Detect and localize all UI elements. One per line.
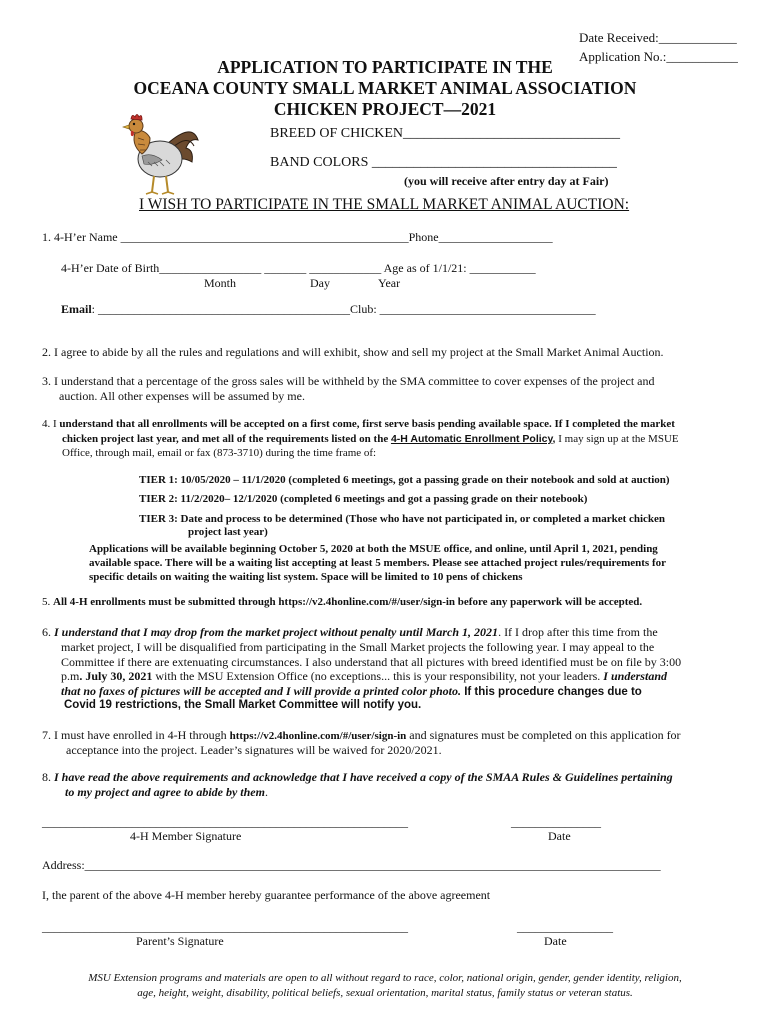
item-4-line-3: Office, through mail, email or fax (873-3710) during the time frame of: bbox=[62, 447, 377, 459]
item-6-line-3: Committee if there are extenuating circumstances. I also understand that all pictures with breed identified must be on file by 3:00 bbox=[61, 655, 682, 669]
item-3-line-1: 3. I understand that a percentage of the gross sales will be withheld by the SMA committee to cover expenses of the project and bbox=[42, 374, 655, 388]
tier-3-line-1: TIER 3: Date and process to be determined (Those who have not participated in, or completed a market chicken bbox=[139, 513, 666, 525]
item-4-rest: I may sign up at the MSUE bbox=[558, 433, 679, 445]
footer-disclaimer-line-1: MSU Extension programs and materials are open to all without regard to race, color, national origin, gender, gender identity, religion, bbox=[88, 972, 682, 984]
date-received-field[interactable]: Date Received:____________ bbox=[579, 30, 737, 45]
item-7-line-2: acceptance into the project. Leader’s signatures will be waived for 2020/2021. bbox=[66, 743, 442, 757]
availability-line-3: specific details on waiting the waiting list system. Space will be limited to 10 pens of chickens bbox=[89, 571, 523, 583]
auction-heading: I WISH TO PARTICIPATE IN THE SMALL MARKET ANIMAL AUCTION: bbox=[139, 196, 630, 213]
item-6-pm: p.m bbox=[61, 669, 80, 683]
item-3-line-2: auction. All other expenses will be assumed by me. bbox=[59, 389, 305, 403]
item-5-number: 5. bbox=[42, 596, 51, 608]
parent-date-field[interactable]: ________________ bbox=[517, 920, 613, 934]
parent-date-label: Date bbox=[544, 934, 567, 948]
item-4-line-1 bbox=[42, 418, 675, 430]
item-6-line-4 bbox=[61, 669, 667, 684]
availability-line-2: available space. There will be a waiting list accepting at least 5 members. Please see attached project rules/requirements for bbox=[89, 557, 666, 569]
automatic-enrollment-policy-link[interactable]: 4-H Automatic Enrollment Policy, bbox=[390, 433, 556, 445]
item-4-number: 4. I bbox=[42, 418, 57, 430]
item-8-number: 8. bbox=[42, 770, 51, 784]
member-name-phone-line[interactable]: 1. 4-H’er Name ________________________________________________Phone___________________ bbox=[42, 230, 553, 244]
item-6-no-faxes: that no faxes of pictures will be accepted and I will provide a printed color photo. bbox=[61, 684, 461, 698]
item-2: 2. I agree to abide by all the rules and regulations and will exhibit, show and sell my project at the Small Market Animal Auction. bbox=[42, 345, 664, 359]
item-6-covid-note: If this procedure changes due to bbox=[461, 686, 642, 698]
member-date-field[interactable]: _______________ bbox=[511, 815, 601, 829]
item-6-line-2: market project, I will be disqualified from participating in the Small Market projects the following year. I may appeal to the bbox=[61, 640, 655, 654]
item-6-line-5 bbox=[61, 684, 642, 699]
item-6-understand: I understand bbox=[603, 669, 667, 683]
item-6-number: 6. bbox=[42, 625, 51, 639]
item-6-line-1-rest: . If I drop after this time from the bbox=[498, 625, 658, 639]
4honline-link[interactable]: https://v2.4honline.com/#/user/sign-in bbox=[229, 730, 407, 742]
item-5-text: All 4-H enrollments must be submitted through https://v2.4honline.com/#/user/sign-in before any paperwork will be accepted. bbox=[53, 596, 643, 608]
tier-2: TIER 2: 11/2/2020– 12/1/2020 (completed 6 meetings and got a passing grade on their notebook) bbox=[139, 493, 588, 505]
application-no-field[interactable]: Application No.:___________ bbox=[579, 49, 738, 64]
title-line-3: CHICKEN PROJECT—2021 bbox=[273, 99, 497, 119]
email-club-line[interactable] bbox=[61, 302, 596, 317]
member-date-label: Date bbox=[548, 829, 571, 843]
item-7-rest: signatures must be completed on this application for bbox=[426, 728, 681, 742]
rooster-icon bbox=[112, 104, 202, 200]
parent-signature-field[interactable]: _____________________________________________________________ bbox=[42, 920, 408, 934]
parent-signature-label: Parent’s Signature bbox=[136, 934, 224, 948]
availability-line-1: Applications will be available beginning October 5, 2020 at both the MSUE office, and online, until April 1, 2021, pending bbox=[89, 543, 658, 555]
title-line-1: APPLICATION TO PARTICIPATE IN THE bbox=[217, 57, 553, 77]
item-8-period: . bbox=[264, 785, 268, 799]
tier-1: TIER 1: 10/05/2020 – 11/1/2020 (completed 6 meetings, got a passing grade on their notebook and sold at auction) bbox=[139, 474, 670, 486]
breed-of-chicken-field[interactable]: BREED OF CHICKEN_______________________________ bbox=[270, 126, 621, 141]
email-label: Email bbox=[61, 302, 92, 316]
item-8-text-2: to my project and agree to abide by them bbox=[65, 785, 265, 799]
email-club-blanks: : __________________________________________Club: ____________________________________ bbox=[91, 302, 596, 316]
title-line-2: OCEANA COUNTY SMALL MARKET ANIMAL ASSOCIATION bbox=[133, 78, 637, 98]
month-label: Month bbox=[204, 276, 237, 290]
year-label: Year bbox=[378, 276, 401, 290]
item-6-line-1 bbox=[42, 625, 658, 640]
item-4-line-2 bbox=[62, 433, 679, 445]
item-7-line-1 bbox=[42, 728, 681, 743]
item-8-line-2 bbox=[65, 785, 268, 800]
band-colors-field[interactable]: BAND COLORS ___________________________________ bbox=[270, 155, 617, 170]
day-label: Day bbox=[310, 276, 330, 290]
item-8-line-1 bbox=[42, 770, 673, 785]
item-7-and: and bbox=[406, 728, 427, 742]
tier-3-line-2: project last year) bbox=[188, 526, 268, 538]
item-4-bold-text: understand that all enrollments will be accepted on a first come, first serve basis pending available space. If I completed the market bbox=[59, 418, 675, 430]
member-signature-field[interactable]: _____________________________________________________________ bbox=[42, 815, 408, 829]
parent-guarantee-text: I, the parent of the above 4-H member hereby guarantee performance of the above agreement bbox=[42, 888, 491, 902]
footer-disclaimer-line-2: age, height, weight, disability, political beliefs, sexual orientation, marital status, family status or veteran status. bbox=[137, 987, 633, 999]
item-6-line-4-rest: with the MSU Extension Office (no exceptions... this is your responsibility, not your leaders. bbox=[152, 669, 604, 683]
item-6-line-6: Covid 19 restrictions, the Small Market Committee will notify you. bbox=[64, 699, 422, 711]
item-8-text: I have read the above requirements and acknowledge that I have received a copy of the SMAA Rules & Guidelines pertaining bbox=[54, 770, 673, 784]
item-6-deadline: . July 30, 2021 bbox=[79, 669, 153, 683]
address-field[interactable]: Address:________________________________________________________________________________________________ bbox=[42, 858, 661, 872]
item-7-lead: 7. I must have enrolled in 4-H through bbox=[42, 728, 230, 742]
band-colors-note: (you will receive after entry day at Fair) bbox=[404, 174, 609, 188]
member-signature-label: 4-H Member Signature bbox=[130, 829, 242, 843]
item-6-lead: I understand that I may drop from the market project without penalty until March 1, 2021 bbox=[54, 625, 499, 639]
date-of-birth-line[interactable]: 4-H’er Date of Birth_________________ _______ ____________ Age as of 1/1/21: ___________ bbox=[61, 261, 536, 275]
item-4-bold-text-2: chicken project last year, and met all of the requirements listed on the bbox=[62, 433, 389, 445]
item-5 bbox=[42, 596, 642, 608]
